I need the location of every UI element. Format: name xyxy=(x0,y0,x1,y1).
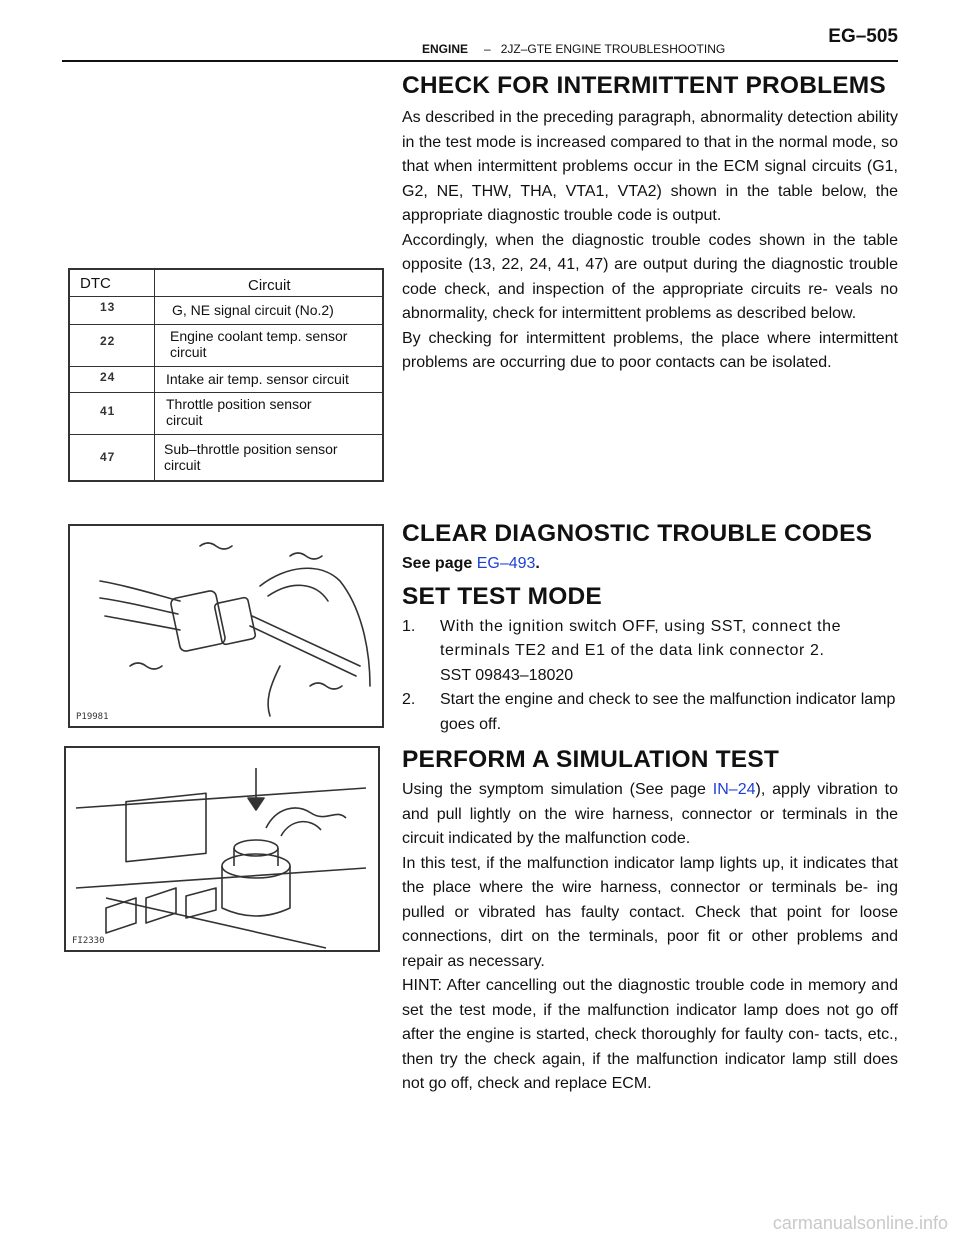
header-section-name: ENGINE xyxy=(422,42,469,56)
see-page-prefix: See page xyxy=(402,555,477,572)
step-text: Start the engine and check to see the malfunction indicator lamp goes off. xyxy=(440,691,896,733)
simulation-para-1-suffix: ), apply vibration to and pull lightly on the wire harness, connector or terminals in the circuit indicated by the malfunction code. xyxy=(402,781,899,847)
simulation-para-2: In this test, if the malfunction indicator lamp lights up, it indicates that the place where the wire harness, connector or terminals be- ing pulled or vibrated has faulty contact. Check that point for loose connections, dirt on the terminals, poor fit or other problems and repair as necessary. xyxy=(402,854,898,970)
dtc-code: 41 xyxy=(100,404,116,418)
dtc-code: 47 xyxy=(100,450,116,464)
test-mode-steps xyxy=(402,615,898,738)
circuit-name: Throttle position sensor circuit xyxy=(166,396,312,428)
header-rule xyxy=(62,60,898,62)
circuit-name: G, NE signal circuit (No.2) xyxy=(172,302,334,318)
header-subtitle: 2JZ–GTE ENGINE TROUBLESHOOTING xyxy=(500,42,726,56)
step-number: 2. xyxy=(402,691,416,708)
page-number: EG–505 xyxy=(828,26,898,47)
simulation-para-1-prefix: Using the symptom simulation (See page xyxy=(402,781,713,798)
simulation-title: PERFORM A SIMULATION TEST xyxy=(402,746,780,773)
header-separator: – xyxy=(484,42,491,56)
step-sst: SST 09843–18020 xyxy=(440,666,574,684)
vibration-illustration xyxy=(66,748,378,950)
see-page-line xyxy=(402,552,898,577)
dtc-table xyxy=(68,268,384,482)
row-rule xyxy=(70,324,382,325)
simulation-figure xyxy=(64,746,380,952)
step-text: With the ignition switch OFF, using SST, connect the terminals TE2 and E1 of the data link connector 2. xyxy=(440,617,842,659)
row-rule xyxy=(70,392,382,393)
dtc-code: 22 xyxy=(100,334,116,348)
header-section xyxy=(422,42,725,56)
dtc-code: 24 xyxy=(100,370,116,384)
symptom-simulation-link[interactable]: IN–24 xyxy=(712,781,756,798)
circuit-column-header: Circuit xyxy=(248,277,291,294)
test-mode-title: SET TEST MODE xyxy=(402,582,602,610)
list-item xyxy=(402,615,898,689)
connector-illustration xyxy=(70,526,382,726)
simulation-section xyxy=(402,746,898,1097)
circuit-name: Intake air temp. sensor circuit xyxy=(166,371,349,387)
intermittent-section xyxy=(402,72,898,376)
list-item xyxy=(402,688,898,737)
clear-dtc-section xyxy=(402,520,898,737)
figure-label: P19981 xyxy=(76,712,109,722)
simulation-para-1 xyxy=(402,778,898,852)
circuit-name: Engine coolant temp. sensor circuit xyxy=(170,328,348,360)
intermittent-para-3: By checking for intermittent problems, the place where intermittent problems are occurring due to poor contacts can be isolated. xyxy=(402,329,898,371)
site-watermark: carmanualsonline.info xyxy=(772,1213,948,1233)
intermittent-para-1: As described in the preceding paragraph, abnormality detection ability in the test mode is increased compared to that in the normal mode, so that when intermittent problems occur in the ECM signal circuits (G1, G2, NE, THW, THA, VTA1, VTA2) shown in the table below, the appropriate diagnostic trouble code is output. xyxy=(402,109,898,224)
connector-sst-figure xyxy=(68,524,384,728)
step-number: 1. xyxy=(402,617,416,635)
row-rule xyxy=(70,434,382,435)
page-header xyxy=(62,22,898,62)
clear-dtc-title: CLEAR DIAGNOSTIC TROUBLE CODES xyxy=(402,520,873,547)
circuit-name: Sub–throttle position sensor circuit xyxy=(164,441,338,473)
row-rule xyxy=(70,296,382,297)
table-divider xyxy=(154,270,155,480)
dtc-code: 13 xyxy=(100,300,116,314)
row-rule xyxy=(70,366,382,367)
simulation-hint: HINT: After cancelling out the diagnostic trouble code in memory and set the test mode, if the malfunction indicator lamp does not go off after the engine is started, check thoroughly for faulty con- tacts, etc., then try the check again, if the malfunction indicator lamp still does not go off, check and replace ECM. xyxy=(402,977,898,1092)
figure-label: FI2330 xyxy=(72,936,105,946)
dtc-column-header: DTC xyxy=(80,275,111,292)
intermittent-para-2: Accordingly, when the diagnostic trouble codes shown in the table opposite (13, 22, 24, 41, 47) are output during the diagnostic trouble code check, and inspection of the appropriate circuits re- veals no abnormality, check for intermittent problems as described below. xyxy=(402,231,898,322)
see-page-link[interactable]: EG–493 xyxy=(476,555,536,572)
intermittent-title: CHECK FOR INTERMITTENT PROBLEMS xyxy=(402,72,886,99)
see-page-suffix: . xyxy=(535,555,540,572)
